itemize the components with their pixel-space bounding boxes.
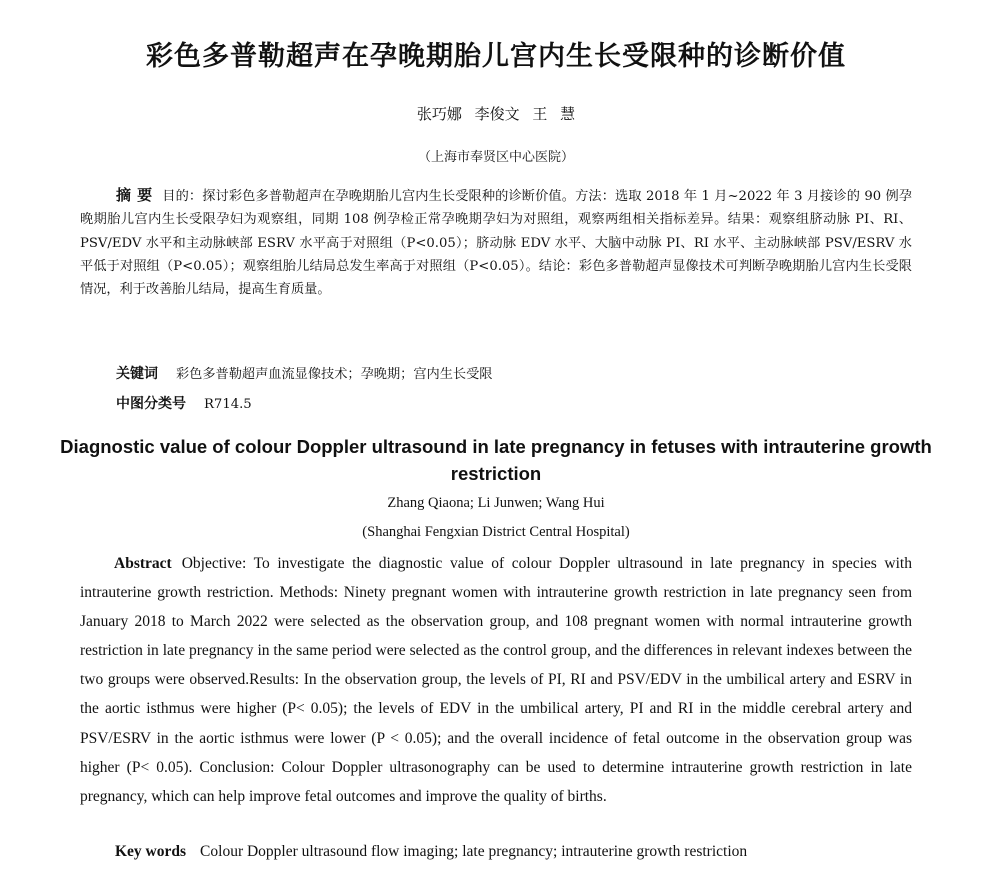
english-abstract-label: Abstract — [114, 555, 172, 572]
english-keywords-label: Key words — [115, 843, 187, 860]
english-abstract — [80, 549, 912, 811]
chinese-keywords-text: 彩色多普勒超声血流显像技术；孕晚期；宫内生长受限 — [176, 367, 493, 382]
chinese-classification-label: 中图分类号 — [116, 396, 186, 412]
chinese-affiliation: （上海市奉贤区中心医院） — [417, 150, 574, 165]
chinese-classification — [116, 393, 252, 413]
chinese-authors: 张巧娜 李俊文 王 慧 — [416, 105, 576, 123]
chinese-abstract — [80, 184, 912, 301]
chinese-keywords-label: 关键词 — [116, 366, 158, 382]
chinese-classification-code: R714.5 — [204, 397, 252, 412]
english-title: Diagnostic value of colour Doppler ultrasound in late pregnancy in fetuses with intrauterine growth restriction — [60, 436, 932, 484]
english-affiliation: (Shanghai Fengxian District Central Hospital) — [362, 524, 630, 540]
chinese-abstract-label: 摘要 — [116, 186, 159, 204]
chinese-title: 彩色多普勒超声在孕晚期胎儿宫内生长受限种的诊断价值 — [146, 41, 846, 72]
english-abstract-text: Objective: To investigate the diagnostic value of colour Doppler ultrasound in late pregnancy in species with intrauterine growth restriction. Methods: Ninety pregnant women with intrauterine growth restriction in late pregnancy seen from January 2018 to March 2022 were selected as the observation group, and 108 pregnant women with normal intrauterine growth restriction in late pregnancy in the same period were selected as the control group, and the differences in relevant indexes between the two groups were observed.Results: In the observation group, the levels of PI, RI and PSV/EDV in the umbilical artery and ESRV in the aortic isthmus were higher (P< 0.05); the levels of EDV in the umbilical artery, PI and RI in the middle cerebral artery and PSV/ESRV in the aortic isthmus were lower (P < 0.05); and the overall incidence of fetal outcome in the observation group was higher (P< 0.05). Conclusion: Colour Doppler ultrasonography can be used to determine intrauterine growth restriction in late pregnancy, which can help improve fetal outcomes and improve the quality of births. — [80, 555, 912, 805]
english-keywords — [115, 843, 747, 861]
chinese-keywords — [116, 363, 493, 383]
english-keywords-text: Colour Doppler ultrasound flow imaging; late pregnancy; intrauterine growth restriction — [200, 843, 748, 860]
english-authors: Zhang Qiaona; Li Junwen; Wang Hui — [387, 495, 605, 511]
chinese-abstract-text: 目的：探讨彩色多普勒超声在孕晚期胎儿宫内生长受限种的诊断价值。方法：选取 2018 年 1 月~2022 年 3 月接诊的 90 例孕晚期胎儿宫内生长受限孕妇为观察组，同期 108 例孕检正常孕晚期孕妇为对照组，观察两组相关指标差异。结果：观察组脐动脉 PI、RI、PSV/EDV 水平和主动脉峡部 ESRV 水平高于对照组（P<0.05）；脐动脉 EDV 水平、大脑中动脉 PI、RI 水平、主动脉峡部 PSV/ESRV 水平低于对照组（P<0.05）；观察组胎儿结局总发生率高于对照组（P<0.05）。结论：彩色多普勒超声显像技术可判断孕晚期胎儿宫内生长受限情况，利于改善胎儿结局，提高生育质量。 — [80, 189, 912, 298]
